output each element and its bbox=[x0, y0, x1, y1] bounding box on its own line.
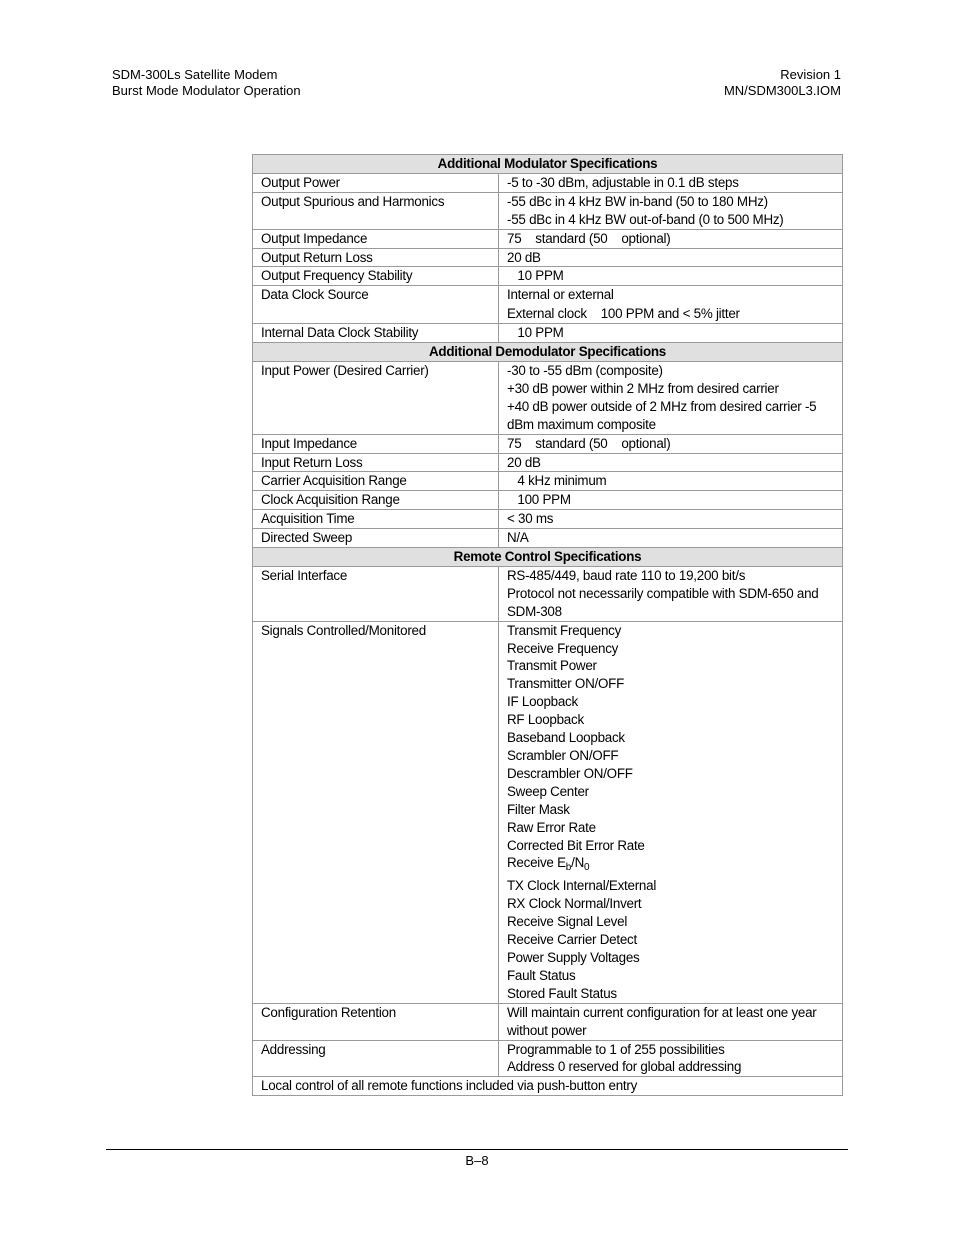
document-subtitle: Burst Mode Modulator Operation bbox=[112, 83, 301, 98]
spec-row bbox=[253, 361, 843, 434]
signal-item: Raw Error Rate bbox=[507, 819, 596, 835]
spec-label: Output Frequency Stability bbox=[253, 267, 499, 286]
spec-value-line: 10 PPM bbox=[507, 325, 564, 341]
header-left bbox=[112, 67, 301, 99]
spec-label: Signals Controlled/Monitored bbox=[253, 621, 499, 1003]
footer-divider bbox=[106, 1149, 848, 1150]
spec-row bbox=[253, 192, 843, 229]
spec-row-local-control-note bbox=[253, 1077, 843, 1096]
spec-row-configuration-retention bbox=[253, 1003, 843, 1040]
signal-item: RF Loopback bbox=[507, 712, 584, 728]
spec-label: Output Return Loss bbox=[253, 248, 499, 267]
spec-value-line: 4 kHz minimum bbox=[507, 473, 607, 489]
spec-label: Clock Acquisition Range bbox=[253, 491, 499, 510]
spec-row bbox=[253, 267, 843, 286]
spec-value bbox=[499, 510, 843, 529]
spec-label: Directed Sweep bbox=[253, 529, 499, 548]
spec-row bbox=[253, 248, 843, 267]
spec-row bbox=[253, 510, 843, 529]
ebno-sub-b: b bbox=[565, 862, 572, 874]
spec-row bbox=[253, 453, 843, 472]
spec-value bbox=[499, 248, 843, 267]
signal-item: RX Clock Normal/Invert bbox=[507, 896, 642, 912]
spec-value-line: Programmable to 1 of 255 possibilities bbox=[507, 1041, 725, 1057]
signal-item: Descrambler ON/OFF bbox=[507, 765, 633, 781]
spec-value-line: RS-485/449, baud rate 110 to 19,200 bit/s bbox=[507, 567, 746, 583]
ebno-sub-0: 0 bbox=[584, 862, 590, 874]
spec-value bbox=[499, 453, 843, 472]
spec-value bbox=[499, 491, 843, 510]
spec-label: Carrier Acquisition Range bbox=[253, 472, 499, 491]
spec-value bbox=[499, 529, 843, 548]
spec-value-line: 75 standard (50 optional) bbox=[507, 435, 671, 451]
document-title: SDM-300Ls Satellite Modem bbox=[112, 67, 278, 82]
demodulator-section bbox=[253, 343, 843, 548]
signal-item: Power Supply Voltages bbox=[507, 949, 640, 965]
modulator-section-title: Additional Modulator Specifications bbox=[253, 155, 843, 174]
spec-label: Addressing bbox=[253, 1040, 499, 1077]
spec-row bbox=[253, 434, 843, 453]
spec-value bbox=[499, 472, 843, 491]
spec-row bbox=[253, 491, 843, 510]
spec-row bbox=[253, 286, 843, 324]
ebno-prefix: Receive E bbox=[507, 855, 566, 871]
signal-item: Receive Signal Level bbox=[507, 914, 628, 930]
revision-label: Revision 1 bbox=[780, 67, 841, 82]
spec-row bbox=[253, 529, 843, 548]
spec-value-line: < 30 ms bbox=[507, 511, 554, 527]
signal-item: Receive Carrier Detect bbox=[507, 932, 637, 948]
spec-value bbox=[499, 229, 843, 248]
spec-label: Input Impedance bbox=[253, 434, 499, 453]
spec-value-line: -55 dBc in 4 kHz BW in-band (50 to 180 MHz) bbox=[507, 193, 768, 209]
spec-value-line: 100 PPM bbox=[507, 492, 571, 508]
signal-item: Stored Fault Status bbox=[507, 985, 617, 1001]
modulator-section bbox=[253, 155, 843, 343]
remote-control-section bbox=[253, 548, 843, 1096]
signal-item: Baseband Loopback bbox=[507, 730, 625, 746]
spec-value-line: +40 dB power outside of 2 MHz from desired carrier -5 dBm maximum composite bbox=[507, 398, 817, 432]
spec-value bbox=[499, 1003, 843, 1040]
spec-label: Output Power bbox=[253, 173, 499, 192]
spec-value-line: Internal or external bbox=[507, 287, 614, 303]
spec-value-line: 75 standard (50 optional) bbox=[507, 230, 671, 246]
spec-row-addressing bbox=[253, 1040, 843, 1077]
spec-label: Output Impedance bbox=[253, 229, 499, 248]
spec-value-line: -55 dBc in 4 kHz BW out-of-band (0 to 500 MHz) bbox=[507, 211, 784, 227]
spec-value bbox=[499, 1040, 843, 1077]
spec-value bbox=[499, 434, 843, 453]
spec-row bbox=[253, 324, 843, 343]
spec-value bbox=[499, 192, 843, 229]
spec-value-line: Protocol not necessarily compatible with SDM-650 and SDM-308 bbox=[507, 585, 819, 619]
spec-value-line: -30 to -55 dBm (composite) bbox=[507, 362, 663, 378]
spec-label: Output Spurious and Harmonics bbox=[253, 192, 499, 229]
spec-row bbox=[253, 472, 843, 491]
header-right bbox=[724, 67, 841, 99]
signal-item: Transmit Power bbox=[507, 658, 597, 674]
specifications-table bbox=[252, 154, 843, 1096]
spec-value-line: Will maintain current configuration for at least one year without power bbox=[507, 1004, 817, 1038]
spec-row bbox=[253, 173, 843, 192]
signal-item-ebno bbox=[507, 854, 834, 877]
spec-row-serial-interface bbox=[253, 566, 843, 621]
spec-value bbox=[499, 173, 843, 192]
signal-item: TX Clock Internal/External bbox=[507, 878, 657, 894]
document-id: MN/SDM300L3.IOM bbox=[723, 83, 841, 98]
spec-value-line: External clock 100 PPM and < 5% jitter bbox=[507, 306, 740, 322]
spec-label: Configuration Retention bbox=[253, 1003, 499, 1040]
signal-item: IF Loopback bbox=[507, 694, 578, 710]
signal-item: Sweep Center bbox=[507, 783, 589, 799]
demodulator-section-title: Additional Demodulator Specifications bbox=[253, 343, 843, 362]
signal-item: Fault Status bbox=[507, 967, 576, 983]
spec-label: Input Return Loss bbox=[253, 453, 499, 472]
spec-label: Input Power (Desired Carrier) bbox=[253, 361, 499, 434]
spec-label: Acquisition Time bbox=[253, 510, 499, 529]
spec-value bbox=[499, 267, 843, 286]
spec-value-line: -5 to -30 dBm, adjustable in 0.1 dB steps bbox=[507, 174, 739, 190]
page-number: B–8 bbox=[465, 1153, 489, 1168]
spec-value-line: Address 0 reserved for global addressing bbox=[507, 1059, 742, 1075]
ebno-mid: /N bbox=[571, 855, 584, 871]
spec-value bbox=[499, 361, 843, 434]
spec-value-line: +30 dB power within 2 MHz from desired carrier bbox=[507, 380, 779, 396]
spec-value bbox=[499, 324, 843, 343]
spec-label: Data Clock Source bbox=[253, 286, 499, 324]
spec-label: Serial Interface bbox=[253, 566, 499, 621]
signal-item: Receive Frequency bbox=[507, 640, 619, 656]
signal-item: Corrected Bit Error Rate bbox=[507, 837, 645, 853]
spec-row-signals bbox=[253, 621, 843, 1003]
local-control-note: Local control of all remote functions included via push-button entry bbox=[253, 1077, 843, 1096]
spec-value bbox=[499, 566, 843, 621]
spec-value-line: 20 dB bbox=[507, 249, 541, 265]
spec-value-line: 10 PPM bbox=[507, 268, 564, 284]
spec-value bbox=[499, 286, 843, 324]
spec-label: Internal Data Clock Stability bbox=[253, 324, 499, 343]
signal-item: Transmit Frequency bbox=[507, 622, 622, 638]
spec-value-line: N/A bbox=[507, 530, 529, 546]
spec-value-line: 20 dB bbox=[507, 454, 541, 470]
signal-item: Filter Mask bbox=[507, 801, 570, 817]
signals-list bbox=[499, 621, 843, 1003]
remote-section-title: Remote Control Specifications bbox=[253, 548, 843, 567]
signal-item: Scrambler ON/OFF bbox=[507, 748, 619, 763]
signal-item: Transmitter ON/OFF bbox=[507, 676, 625, 692]
spec-row bbox=[253, 229, 843, 248]
